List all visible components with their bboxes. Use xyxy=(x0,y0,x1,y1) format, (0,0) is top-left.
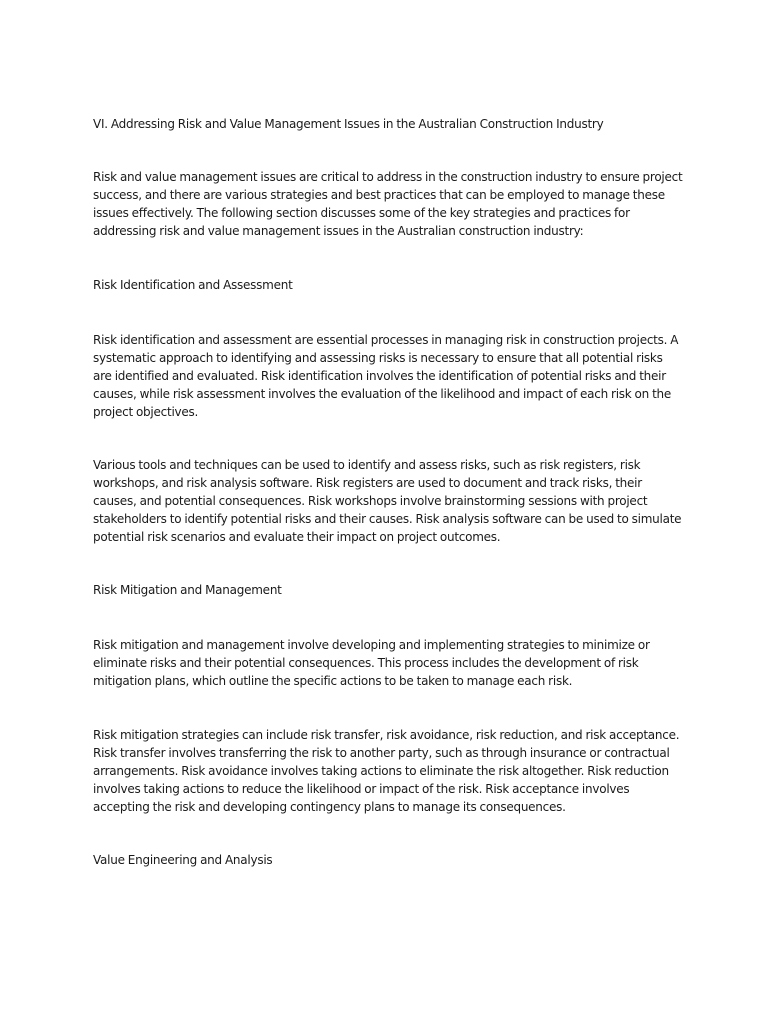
document-title: VI. Addressing Risk and Value Management Issues in the Australian Construction Industry xyxy=(93,117,604,131)
intro-paragraph: Risk and value management issues are critical to address in the construction industry to ensure project success, and there are various strategies and best practices that can be employed to manage these issues effectively. The following section discusses some of the key strategies and practices for addressing risk and value management issues in the Australian construction industry: xyxy=(93,170,683,238)
risk-identification-paragraph-2: Various tools and techniques can be used to identify and assess risks, such as risk registers, risk workshops, and risk analysis software. Risk registers are used to document and track risks, their causes, and potential consequences. Risk workshops involve brainstorming sessions with project stakeholders to identify potential risks and their causes. Risk analysis software can be used to simulate potential risk scenarios and evaluate their impact on project outcomes. xyxy=(93,458,682,544)
section-heading-value-engineering: Value Engineering and Analysis xyxy=(93,853,273,867)
section-heading-risk-identification: Risk Identification and Assessment xyxy=(93,278,293,292)
risk-mitigation-paragraph-1: Risk mitigation and management involve developing and implementing strategies to minimize or eliminate risks and their potential consequences. This process includes the development of risk mitigation plans, which outline the specific actions to be taken to manage each risk. xyxy=(93,638,650,688)
risk-mitigation-paragraph-2: Risk mitigation strategies can include risk transfer, risk avoidance, risk reduction, and risk acceptance. Risk transfer involves transferring the risk to another party, such as through insurance or contractual arrangements. Risk avoidance involves taking actions to eliminate the risk altogether. Risk reduction involves taking actions to reduce the likelihood or impact of the risk. Risk acceptance involves accepting the risk and developing contingency plans to manage its consequences. xyxy=(93,728,680,814)
section-heading-risk-mitigation: Risk Mitigation and Management xyxy=(93,583,282,597)
risk-identification-paragraph-1: Risk identification and assessment are essential processes in managing risk in construction projects. A systematic approach to identifying and assessing risks is necessary to ensure that all potential risks are identified and evaluated. Risk identification involves the identification of potential risks and their causes, while risk assessment involves the evaluation of the likelihood and impact of each risk on the project objectives. xyxy=(93,333,679,419)
